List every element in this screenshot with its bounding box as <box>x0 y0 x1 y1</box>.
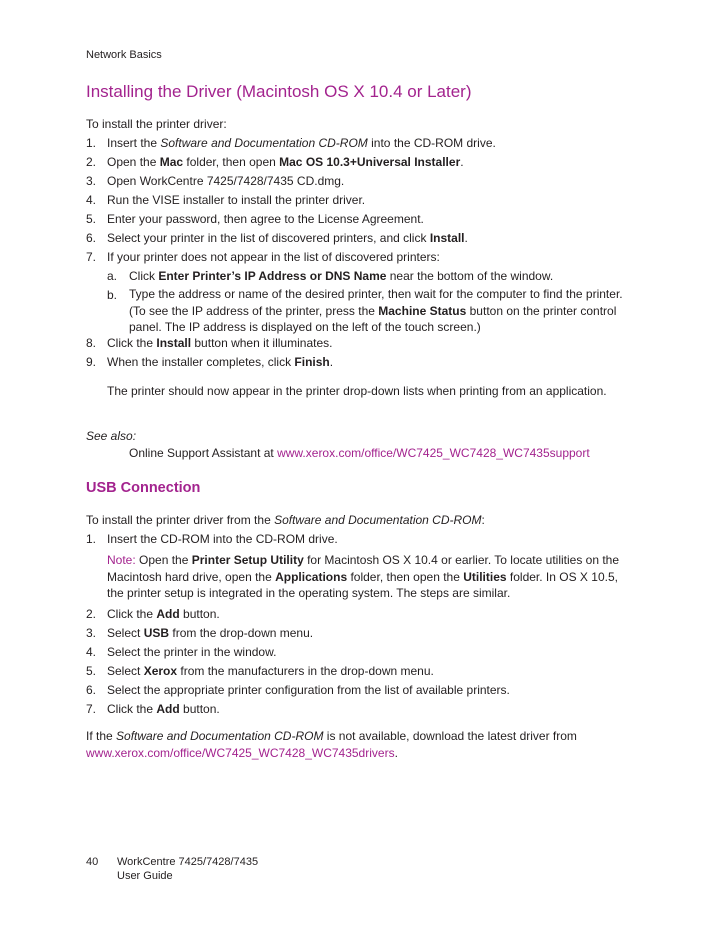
result-text: The printer should now appear in the printer drop-down lists when printing from an application. <box>107 384 607 398</box>
footer-product: WorkCentre 7425/7428/7435 User Guide <box>117 856 259 882</box>
page-number: 40 <box>86 856 99 868</box>
see-also-label: See also: <box>86 429 137 443</box>
section-title-usb: USB Connection <box>86 480 201 496</box>
see-also-line: Online Support Assistant at www.xerox.com/office/WC7425_WC7428_WC7435support <box>129 446 590 460</box>
intro-text: To install the printer driver: <box>86 117 227 131</box>
section-title-mac-driver: Installing the Driver (Macintosh OS X 10.4 or Later) <box>86 82 472 101</box>
running-head: Network Basics <box>86 49 162 61</box>
note-block: Note: Open the Printer Setup Utility for Macintosh OS X 10.4 or earlier. To locate utilities on the Macintosh hard drive, open the Applications folder, then open the Utilities folder. In OS X 10.5, the printer setup is integrated in the operating system. The steps are similar. <box>107 553 620 600</box>
drivers-link[interactable]: www.xerox.com/office/WC7425_WC7428_WC7435drivers <box>86 746 395 760</box>
document-page: Network Basics Installing the Driver (Macintosh OS X 10.4 or Later) To install the printer driver: 1. Insert the Software and Documentation CD-ROM into the CD-ROM drive. 2. Open the Mac folder, then open Mac OS 10.3+Universal Installer. 3. Open WorkCentre 7425/7428/7435 CD.dmg. 4. Run the VISE installer to install the printer driver. 5. Enter your password, then agree to the License Agreement. 6. Select your printer in the list of discovered printers, and click Install. 7. If your printer does not appear in the list of discovered printers: a. Click Enter Printer’s IP Address or DNS Name near the bottom of the window. b. Type the address or name of the desired printer, then wait for the computer to find the printer. (To see the IP address of the printer, press the Machine Status button on the printer control panel. The IP address is displayed on the left of the touch screen.) 8. Click the Install button when it illuminates. 9. When the installer completes, click Finish. The printer should now appear in the printer drop-down lists when printing from an application. See also: Online Support Assistant at www.xerox.com/office/WC7425_WC7428_WC7435support USB Connection To install the printer driver from the Software and Documentation CD-ROM: 1. Insert the CD-ROM into the CD-ROM drive. Note: Open the Printer Setup Utility for Macintosh OS X 10.4 or earlier. To locate utilities on the Macintosh hard drive, open the Applications folder, then open the Utilities folder. In OS X 10.5, the printer setup is integrated in the operating system. The steps are similar. 2. Click the Add button. 3. Select USB from the drop-down menu. 4. Select the printer in the window. 5. Select Xerox from the manufacturers in the drop-down menu. 6. Select the appropriate printer configuration from the list of available printers. 7. Click the Add button. If the Software and Documentation CD-ROM is not available, download the latest driver from www.xerox.com/office/WC7425_WC7428_WC7435drivers. 40 WorkCentre 7425/7428/7435 User Guide <box>0 0 728 942</box>
closing-paragraph: If the Software and Documentation CD-ROM is not available, download the latest driver from www.xerox.com/office/WC7425_WC7428_WC7435drivers. <box>86 729 577 760</box>
usb-intro: To install the printer driver from the Software and Documentation CD-ROM: <box>86 513 485 527</box>
support-link[interactable]: www.xerox.com/office/WC7425_WC7428_WC7435support <box>277 446 590 460</box>
